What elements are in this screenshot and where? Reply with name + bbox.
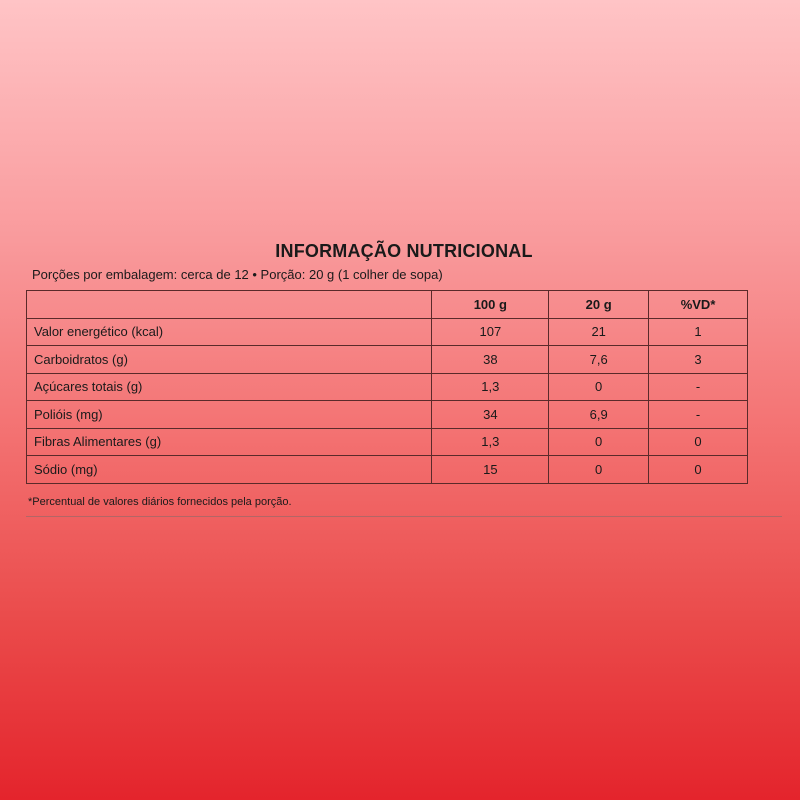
value-daily-percent: - [649, 373, 748, 401]
table-row [27, 373, 748, 401]
value-per-100g: 107 [432, 318, 549, 346]
header-per-portion: 20 g [549, 291, 649, 319]
value-daily-percent: 3 [649, 346, 748, 374]
value-per-100g: 15 [432, 456, 549, 484]
nutrient-label: Fibras Alimentares (g) [27, 428, 432, 456]
value-daily-percent: 0 [649, 456, 748, 484]
nutrient-label: Valor energético (kcal) [27, 318, 432, 346]
nutrition-table [26, 290, 748, 484]
value-per-100g: 1,3 [432, 373, 549, 401]
value-daily-percent: - [649, 401, 748, 429]
table-row [27, 318, 748, 346]
nutrition-facts-panel [26, 240, 782, 517]
serving-info: Porções por embalagem: cerca de 12 • Porção: 20 g (1 colher de sopa) [32, 267, 443, 282]
table-row [27, 428, 748, 456]
table-row [27, 346, 748, 374]
value-per-portion: 0 [549, 456, 649, 484]
value-per-portion: 0 [549, 373, 649, 401]
header-nutrient [27, 291, 432, 319]
table-row [27, 456, 748, 484]
table-row [27, 401, 748, 429]
nutrition-title: INFORMAÇÃO NUTRICIONAL [275, 241, 533, 261]
value-per-portion: 0 [549, 428, 649, 456]
header-daily-value: %VD* [649, 291, 748, 319]
value-per-portion: 7,6 [549, 346, 649, 374]
value-per-100g: 38 [432, 346, 549, 374]
divider [26, 516, 782, 517]
nutrient-label: Açúcares totais (g) [27, 373, 432, 401]
value-per-portion: 6,9 [549, 401, 649, 429]
nutrient-label: Carboidratos (g) [27, 346, 432, 374]
value-per-100g: 1,3 [432, 428, 549, 456]
table-header-row [27, 291, 748, 319]
nutrient-label: Sódio (mg) [27, 456, 432, 484]
header-per-100g: 100 g [432, 291, 549, 319]
value-per-100g: 34 [432, 401, 549, 429]
daily-value-footnote: *Percentual de valores diários fornecidos pela porção. [28, 495, 292, 508]
value-daily-percent: 1 [649, 318, 748, 346]
value-daily-percent: 0 [649, 428, 748, 456]
value-per-portion: 21 [549, 318, 649, 346]
nutrient-label: Polióis (mg) [27, 401, 432, 429]
